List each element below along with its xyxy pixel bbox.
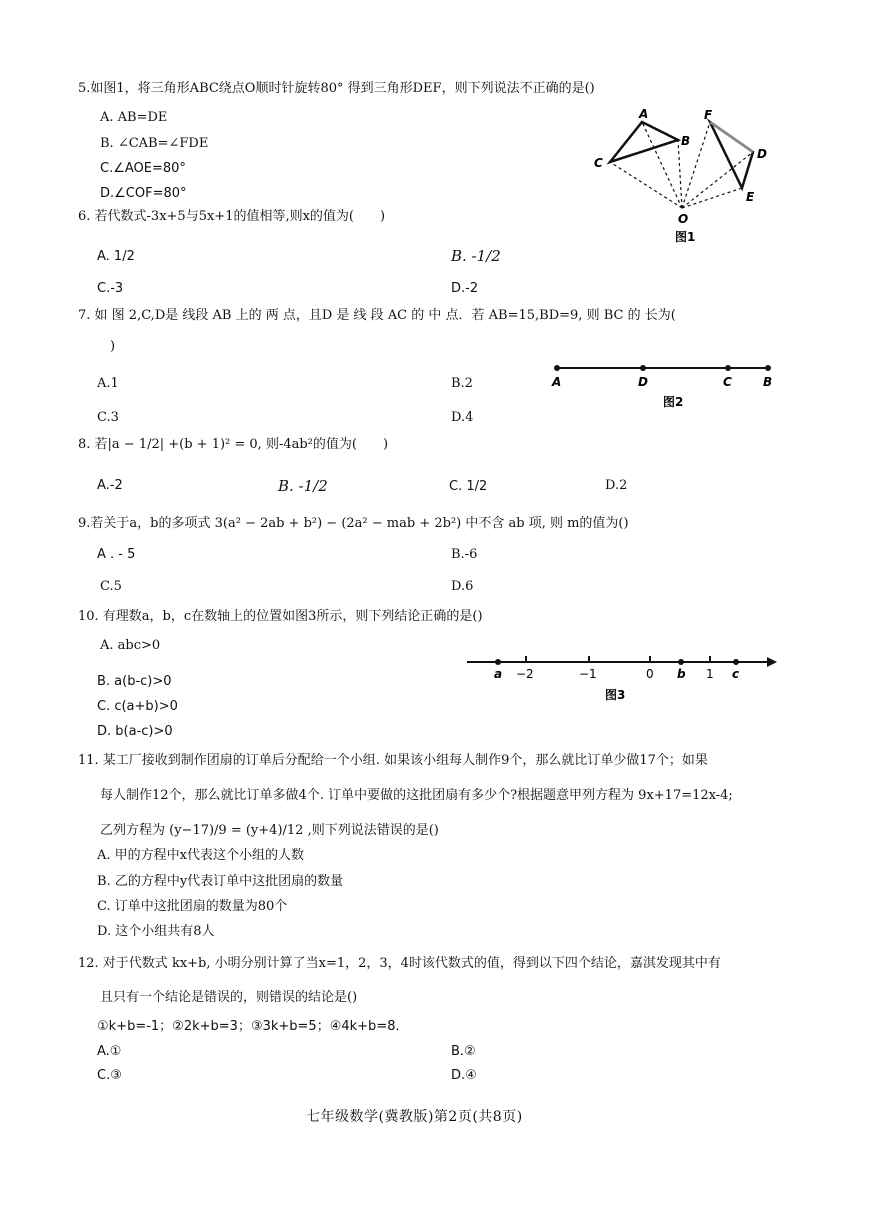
figure-2-segment [545,358,785,414]
q9-option-c: C.5 [100,579,122,594]
q6-option-d: D.-2 [451,281,479,296]
q7-option-a: A.1 [97,376,119,391]
q7-stem-line2: ) [110,339,116,354]
q12-option-b: B.② [451,1044,476,1059]
q6-option-c: C.-3 [97,281,124,296]
fig2-label-a: A [552,375,562,389]
q8-option-d: D.2 [605,478,628,493]
q10-option-c: C. c(a+b)>0 [97,699,178,714]
q12-stem-line2: 且只有一个结论是错误的，则错误的结论是() [100,990,358,1005]
fig3-point-b: b [677,667,686,681]
fig1-label-c: C [594,156,603,170]
q12-option-a: A.① [97,1044,122,1059]
q11-option-a: A. 甲的方程中x代表这个小组的人数 [97,848,304,863]
fig3-tick-neg2: −2 [516,667,534,681]
fig2-label-c: C [723,375,732,389]
q9-option-a: A . - 5 [97,547,136,562]
fig2-label-b: B [763,375,773,389]
fig1-label-o: O [678,212,689,226]
q11-option-d: D. 这个小组共有8人 [97,924,215,939]
fig1-label-e: E [746,190,755,204]
fig1-caption: 图1 [675,230,696,244]
fig1-label-f: F [704,108,713,122]
fig1-label-a: A [639,107,649,121]
q11-stem-line1: 11. 某工厂接收到制作团扇的订单后分配给一个小组. 如果该小组每人制作9个，那么就比订单少做17个；如果 [78,753,708,768]
q7-stem-line1: 7. 如 图 2,C,D是 线段 AB 上的 两 点，且D 是 线 段 AC 的 中 点．若 AB=15,BD=9, 则 BC 的 长为( [78,308,676,323]
fig3-tick-0: 0 [646,667,654,681]
q11-stem-line2: 每人制作12个，那么就比订单多做4个. 订单中要做的这批团扇有多少个?根据题意甲列方程为 9x+17=12x-4; [100,788,733,803]
q9-option-d: D.6 [451,579,474,594]
q12-option-d: D.④ [451,1068,477,1083]
fig3-point-c: c [732,667,740,681]
figure-3-number-line [462,650,782,706]
fig3-tick-1: 1 [706,667,714,681]
q12-conditions: ①k+b=-1；②2k+b=3；③3k+b=5；④4k+b=8． [97,1019,409,1034]
q6-stem: 6. 若代数式-3x+5与5x+1的值相等,则x的值为( ) [78,209,386,224]
q10-stem: 10. 有理数a，b，c在数轴上的位置如图3所示，则下列结论正确的是() [78,609,483,624]
q8-stem: 8. 若|a − 1/2| +(b + 1)² = 0, 则-4ab²的值为( ) [78,437,389,452]
q12-stem-line1: 12. 对于代数式 kx+b, 小明分别计算了当x=1，2，3，4时该代数式的值，得到以下四个结论，嘉淇发现其中有 [78,956,721,971]
q10-option-a: A. abc>0 [100,638,161,653]
q11-option-c: C. 订单中这批团扇的数量为80个 [97,899,288,914]
q5-stem: 5.如图1，将三角形ABC绕点O顺时针旋转80° 得到三角形DEF，则下列说法不正确的是() [78,81,595,96]
q10-option-b: B. a(b-c)>0 [97,674,172,689]
q10-option-d: D. b(a-c)>0 [97,724,173,739]
q8-option-b: B. -1/2 [278,477,328,495]
q6-option-b: B. -1/2 [451,247,501,265]
q6-option-a: A. 1/2 [97,249,135,264]
fig3-tick-neg1: −1 [579,667,597,681]
q9-option-b: B.-6 [451,547,478,562]
q7-option-d: D.4 [451,410,474,425]
figure-1-rotation [585,100,795,250]
q7-option-c: C.3 [97,410,119,425]
fig1-label-d: D [757,147,767,161]
q11-option-b: B. 乙的方程中y代表订单中这批团扇的数量 [97,874,344,889]
page-footer: 七年级数学(冀教版)第2页(共8页) [306,1109,523,1125]
q9-stem: 9.若关于a，b的多项式 3(a² − 2ab + b²) − (2a² − mab + 2b²) 中不含 ab 项, 则 m的值为() [78,516,629,531]
q12-option-c: C.③ [97,1068,122,1083]
q8-option-c: C. 1/2 [449,479,488,494]
fig2-caption: 图2 [663,395,684,409]
fig3-caption: 图3 [605,688,626,702]
q5-option-c: C.∠AOE=80° [100,161,186,176]
q8-option-a: A.-2 [97,478,123,493]
fig2-label-d: D [638,375,648,389]
q11-stem-line3: 乙列方程为 (y−17)/9 = (y+4)/12 ,则下列说法错误的是() [100,823,439,838]
fig3-point-a: a [494,667,503,681]
fig1-label-b: B [681,134,691,148]
q5-option-d: D.∠COF=80° [100,186,187,201]
q5-option-a: A. AB=DE [100,110,168,125]
q5-option-b: B. ∠CAB=∠FDE [100,136,209,151]
q7-option-b: B.2 [451,376,473,391]
